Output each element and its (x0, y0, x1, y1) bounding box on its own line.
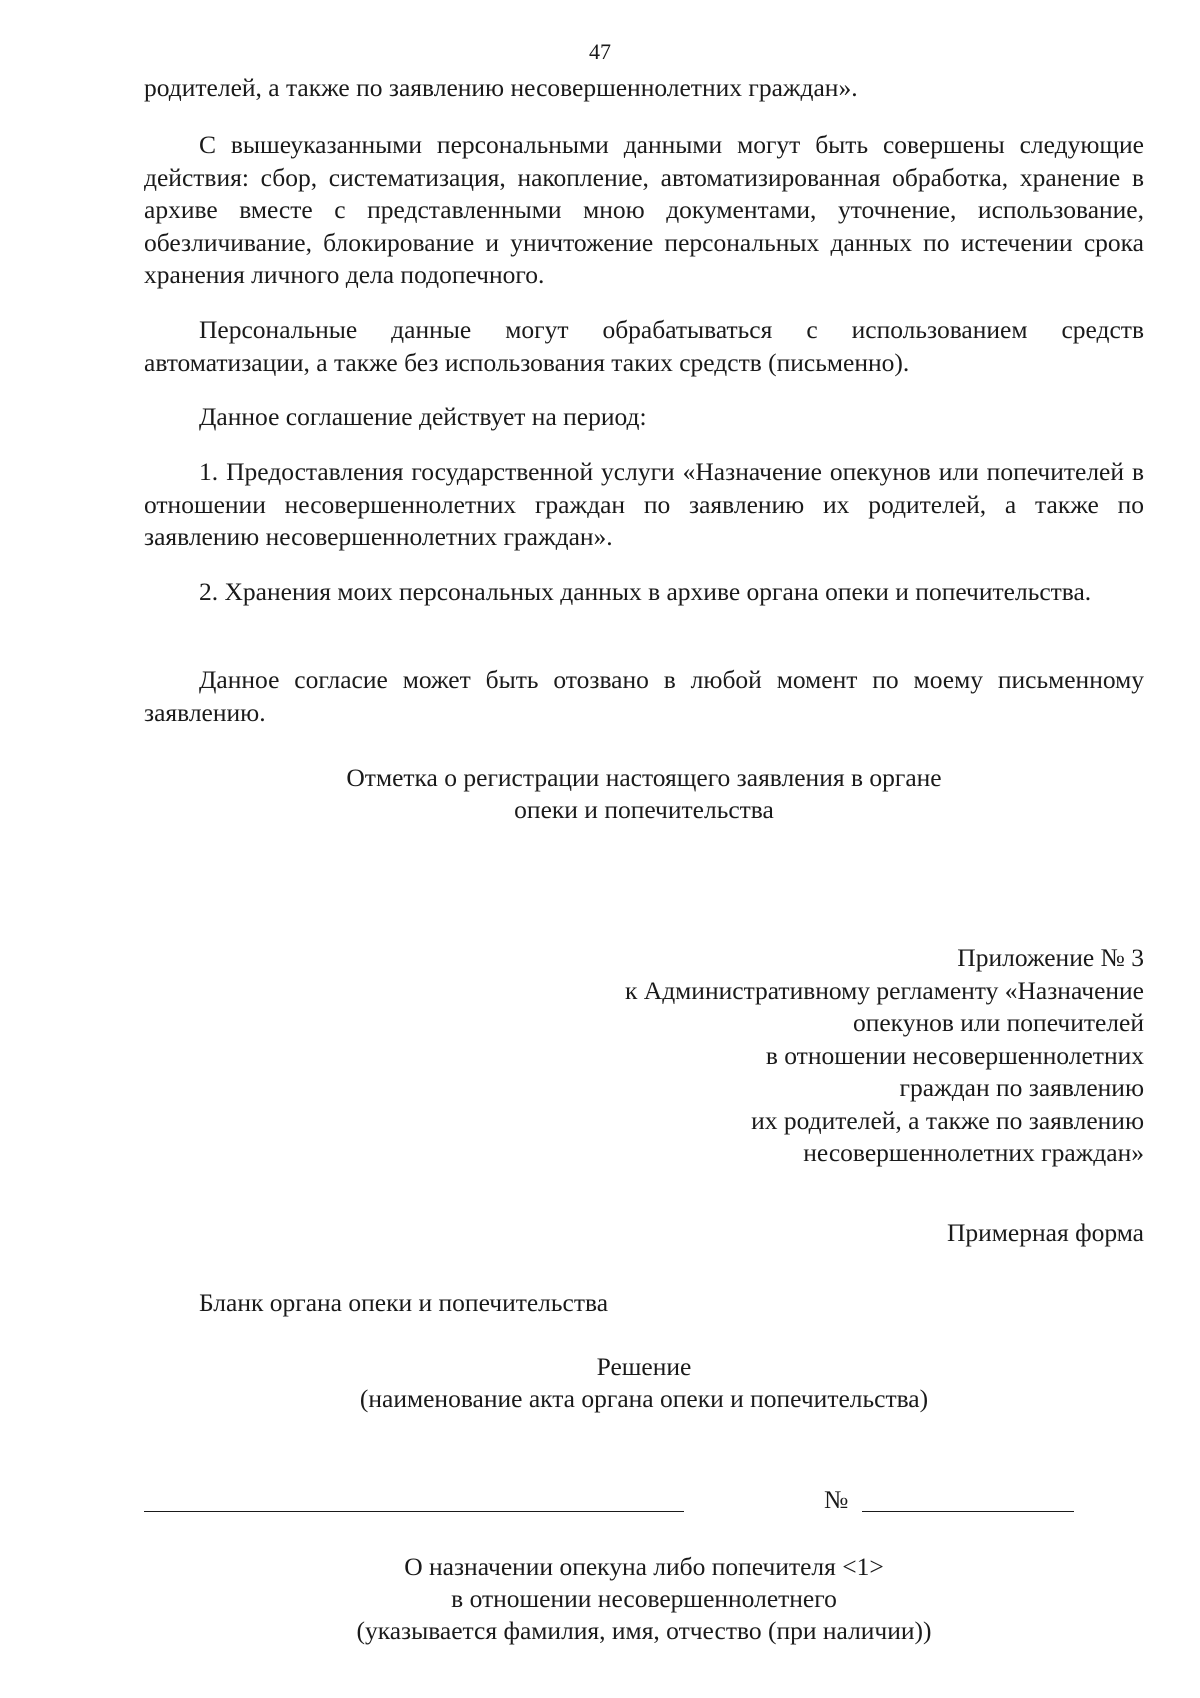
registration-mark (144, 762, 1144, 826)
blank-title: Бланк органа опеки и попечительства (199, 1288, 609, 1317)
form-type-text: Примерная форма (946, 1218, 1144, 1247)
number-line (862, 1511, 1074, 1512)
subject-line: в отношении несовершеннолетнего (451, 1584, 837, 1613)
decision-title: Решение (596, 1352, 692, 1381)
subject-line: О назначении опекуна либо попечителя <1> (404, 1552, 884, 1581)
subject-line: (указывается фамилия, имя, отчество (при наличии)) (356, 1616, 932, 1645)
registration-mark-line: опеки и попечительства (514, 795, 774, 824)
paragraph-period: Данное соглашение действует на период: (199, 402, 647, 431)
appendix-line: граждан по заявлению (899, 1073, 1144, 1102)
decision-subject (144, 1551, 1144, 1647)
date-line (144, 1511, 684, 1512)
paragraph-item-1: 1. Предоставления государственной услуги «Назначение опекунов или попечителей в отношении несовершеннолетних граждан по заявлению их родителей, а также по заявлению несовершеннолетних граждан». (144, 457, 1144, 551)
appendix-line: Приложение № 3 (957, 943, 1144, 972)
form-type-label (444, 1217, 1144, 1250)
appendix-line: в отношении несовершеннолетних (765, 1040, 1144, 1070)
appendix-line: несовершеннолетних граждан» (803, 1138, 1144, 1167)
decision-heading (144, 1351, 1144, 1415)
appendix-line: опекунов или попечителей (852, 1008, 1144, 1037)
registration-mark-line: Отметка о регистрации настоящего заявления в органе (346, 763, 942, 792)
paragraph-processing: Персональные данные могут обрабатываться с использованием средств автоматизации, а также без использования таких средств (письменно). (144, 315, 1144, 377)
appendix-line: их родителей, а также по заявлению (751, 1105, 1144, 1135)
decision-subtitle: (наименование акта органа опеки и попечительства) (359, 1384, 929, 1413)
paragraph-item-2: 2. Хранения моих персональных данных в архиве органа опеки и попечительства. (199, 577, 1092, 606)
number-sign: № (824, 1485, 849, 1514)
paragraph-actions: С вышеуказанными персональными данными могут быть совершены следующие действия: сбор, систематизация, накопление, автоматизированная обработка, хранение в архиве вместе с представленными мною документами, уточнение, использование, обезличивание, блокирование и уничтожение персональных данных по истечении срока хранения личного дела подопечного. (144, 130, 1144, 289)
paragraph-revocation: Данное согласие может быть отозвано в любой момент по моему письменному заявлению. (144, 665, 1144, 727)
appendix-line: к Административному регламенту «Назначение (625, 975, 1144, 1005)
appendix-header (444, 942, 1144, 1170)
paragraph-continuation: родителей, а также по заявлению несовершеннолетних граждан». (144, 73, 858, 102)
page-number: 47 (589, 39, 611, 64)
